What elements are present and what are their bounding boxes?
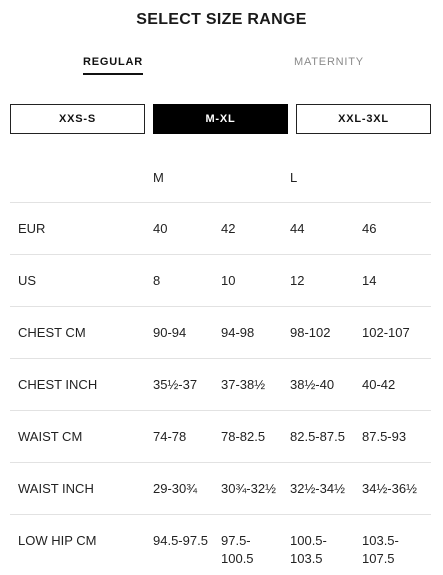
table-cell: 46 — [362, 221, 377, 236]
table-cell: 34½-36½ — [362, 481, 417, 496]
table-cell: 78-82.5 — [221, 429, 266, 444]
table-cell: 14 — [362, 273, 377, 288]
table-row-waist-cm — [10, 410, 431, 462]
row-label: WAIST INCH — [18, 481, 94, 496]
table-cell: 100.5- 103.5 — [290, 533, 327, 566]
row-label: EUR — [18, 221, 46, 236]
size-range-xxl-3xl-button[interactable]: XXL-3XL — [296, 104, 431, 134]
row-label: US — [18, 273, 37, 288]
table-row-waist-inch — [10, 462, 431, 514]
tab-regular[interactable]: REGULAR — [83, 56, 143, 75]
table-cell: 38½-40 — [290, 377, 335, 392]
row-label: WAIST CM — [18, 429, 83, 444]
table-cell: 29-30¾ — [153, 481, 198, 496]
row-label: LOW HIP CM — [18, 533, 97, 548]
size-header-m: M — [153, 170, 164, 185]
table-cell: 94.5-97.5 — [153, 533, 208, 548]
table-cell: 98-102 — [290, 325, 331, 340]
table-cell: 30¾-32½ — [221, 481, 276, 496]
fit-tabs — [0, 56, 443, 84]
table-cell: 74-78 — [153, 429, 187, 444]
table-cell: 35½-37 — [153, 377, 198, 392]
row-label: CHEST INCH — [18, 377, 98, 392]
table-row-eur — [10, 202, 431, 254]
table-cell: 90-94 — [153, 325, 187, 340]
size-range-m-xl-button[interactable]: M-XL — [153, 104, 288, 134]
row-label: CHEST CM — [18, 325, 86, 340]
table-row-us — [10, 254, 431, 306]
table-cell: 32½-34½ — [290, 481, 345, 496]
tab-maternity[interactable]: MATERNITY — [294, 56, 364, 68]
table-cell: 97.5- 100.5 — [221, 533, 254, 566]
table-cell: 8 — [153, 273, 161, 288]
table-cell: 40 — [153, 221, 168, 236]
table-cell: 10 — [221, 273, 236, 288]
table-row-chest-inch — [10, 358, 431, 410]
table-cell: 103.5- 107.5 — [362, 533, 399, 566]
table-row-low-hip-cm — [10, 514, 431, 575]
table-cell: 12 — [290, 273, 305, 288]
page-title: SELECT SIZE RANGE — [136, 11, 307, 28]
table-cell: 40-42 — [362, 377, 396, 392]
table-cell: 102-107 — [362, 325, 410, 340]
table-row-chest-cm — [10, 306, 431, 358]
table-cell: 82.5-87.5 — [290, 429, 345, 444]
table-cell: 42 — [221, 221, 236, 236]
size-chart-table — [10, 202, 431, 575]
table-cell: 94-98 — [221, 325, 255, 340]
size-header-row — [0, 170, 443, 190]
table-cell: 37-38½ — [221, 377, 266, 392]
size-header-l: L — [290, 170, 298, 185]
table-cell: 44 — [290, 221, 305, 236]
size-range-xxs-s-button[interactable]: XXS-S — [10, 104, 145, 134]
size-range-selector — [10, 104, 431, 138]
table-cell: 87.5-93 — [362, 429, 407, 444]
